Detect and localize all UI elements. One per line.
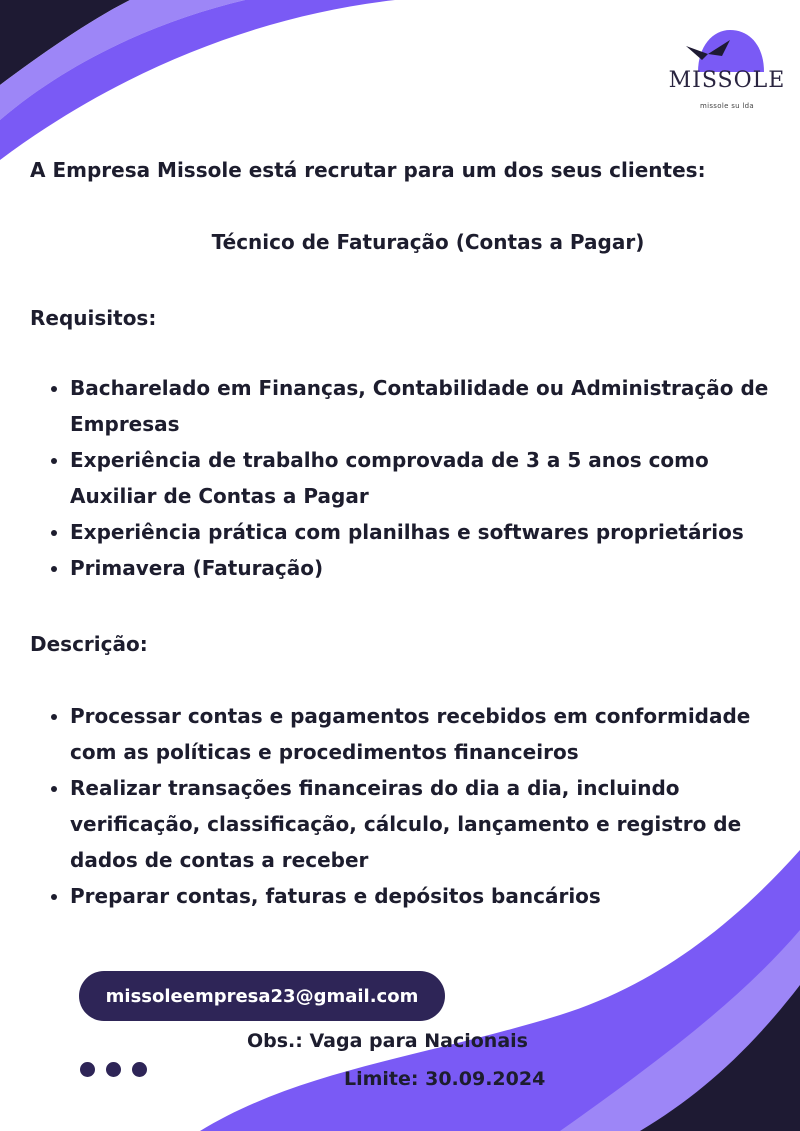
description-item: • Processar contas e pagamentos recebidos em conformidade com as políticas e procedimentos financeiros xyxy=(70,698,790,770)
description-item: • Preparar contas, faturas e depósitos bancários xyxy=(70,878,790,914)
requirement-item: • Experiência prática com planilhas e softwares proprietários xyxy=(70,514,790,550)
deadline-note: Limite: 30.09.2024 xyxy=(344,1068,546,1090)
requirements-heading: Requisitos: xyxy=(30,306,157,330)
intro-text: A Empresa Missole está recrutar para um dos seus clientes: xyxy=(30,158,706,182)
logo-wordmark: MISSOLE xyxy=(668,68,786,93)
more-dots-icon xyxy=(80,1062,147,1077)
dot-icon xyxy=(80,1062,95,1077)
company-logo xyxy=(668,26,786,116)
description-heading: Descrição: xyxy=(30,632,148,656)
description-list xyxy=(48,698,790,914)
description-item: • Realizar transações financeiras do dia a dia, incluindo verificação, classificação, cálculo, lançamento e registro de dados de contas a receber xyxy=(70,770,790,878)
job-title: Técnico de Faturação (Contas a Pagar) xyxy=(211,230,645,254)
observation-note: Obs.: Vaga para Nacionais xyxy=(247,1030,528,1052)
dot-icon xyxy=(106,1062,121,1077)
requirement-item: • Experiência de trabalho comprovada de 3 a 5 anos como Auxiliar de Contas a Pagar xyxy=(70,442,790,514)
logo-subtitle: missole su lda xyxy=(699,102,754,110)
requirement-item: • Bacharelado em Finanças, Contabilidade ou Administração de Empresas xyxy=(70,370,790,442)
requirements-list xyxy=(48,370,790,586)
logo-emblem-icon xyxy=(668,26,786,72)
dot-icon xyxy=(132,1062,147,1077)
email-contact-link[interactable]: missoleempresa23@gmail.com xyxy=(79,971,445,1021)
requirement-item: • Primavera (Faturação) xyxy=(70,550,790,586)
